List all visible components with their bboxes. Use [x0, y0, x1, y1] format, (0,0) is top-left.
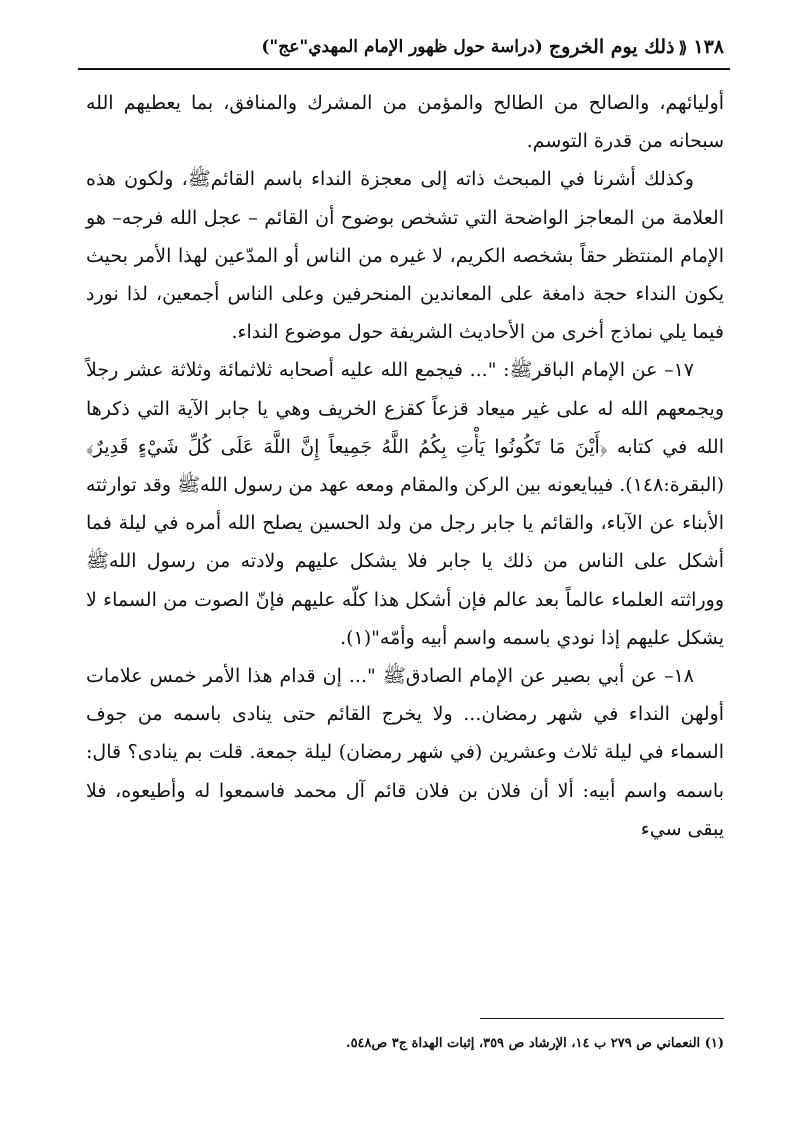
body-text [86, 84, 724, 848]
paragraph: ١٨– عن أبي بصير عن الإمام الصادقﷺ "... إن قدام هذا الأمر خمس علامات أولهن النداء في شهر رمضان... ولا يخرج القائم حتى ينادى باسمه من جوف السماء في ليلة ثلاث وعشرين (في شهر رمضان) ليلة جمعة. قلت بم ينادى؟ قال: باسمه واسم أبيه: ألا أن فلان بن فلان قائم آل محمد فاسمعوا له وأطيعوه، فلا يبقى سيء [86, 665, 724, 840]
paragraph: وكذلك أشرنا في المبحث ذاته إلى معجزة النداء باسم القائمﷺ، ولكون هذه العلامة من المعاجز الواضحة التي تشخص بوضوح أن القائم – عجل الله فرجه– هو الإمام المنتظر حقاً بشخصه الكريم، لا غيره من الناس أو المدّعين لهذا الأمر بحيث يكون النداء حجة دامغة على المعاندين المنحرفين وعلى الناس أجمعين، لذا نورد فيما يلي نماذج أخرى من الأحاديث الشريفة حول موضوع النداء. [86, 168, 724, 344]
running-header [261, 30, 724, 64]
footnote-divider [480, 1018, 724, 1019]
book-subtitle: (دراسة حول ظهور الإمام المهدي"عج") [261, 37, 543, 57]
header-divider [78, 68, 730, 70]
book-title: ذلك يوم الخروج [548, 36, 675, 58]
ornament-icon: ⟪ [678, 37, 688, 57]
paragraph: ١٧– عن الإمام الباقرﷺ: "... فيجمع الله عليه أصحابه ثلاثمائة وثلاثة عشر رجلاً ويجمعهم الله له على غير ميعاد قزعاً كقزع الخريف وهي يا جابر الآية التي ذكرها الله في كتابه ﴿أَيْنَ مَا تَكُونُوا يَأْتِ بِكُمُ اللَّهُ جَمِيعاً إِنَّ اللَّهَ عَلَى كُلِّ شَيْءٍ قَدِيرٌ﴾(البقرة:١٤٨). فيبايعونه بين الركن والمقام ومعه عهد من رسول اللهﷺ وقد توارثته الأبناء عن الآباء، والقائم يا جابر رجل من ولد الحسين يصلح الله أمره في ليلة فما أشكل على الناس من ذلك يا جابر فلا يشكل عليهم ولادته من رسول اللهﷺ ووراثته العلماء عالماً بعد عالم فإن أشكل هذا كلّه عليهم فإنّ الصوت من السماء لا يشكل عليهم إذا نودي باسمه واسم أبيه وأمّه"(١). [86, 359, 724, 649]
paragraph: أوليائهم، والصالح من الطالح والمؤمن من المشرك والمنافق، بما يعطيهم الله سبحانه من قدرة التوسم. [86, 92, 724, 153]
footnote: (١) النعماني ص ٢٧٩ ب ١٤، الإرشاد ص ٣٥٩، إثبات الهداة ج٣ ص٥٤٨. [346, 1036, 724, 1051]
page-number: ١٣٨ [693, 36, 724, 58]
